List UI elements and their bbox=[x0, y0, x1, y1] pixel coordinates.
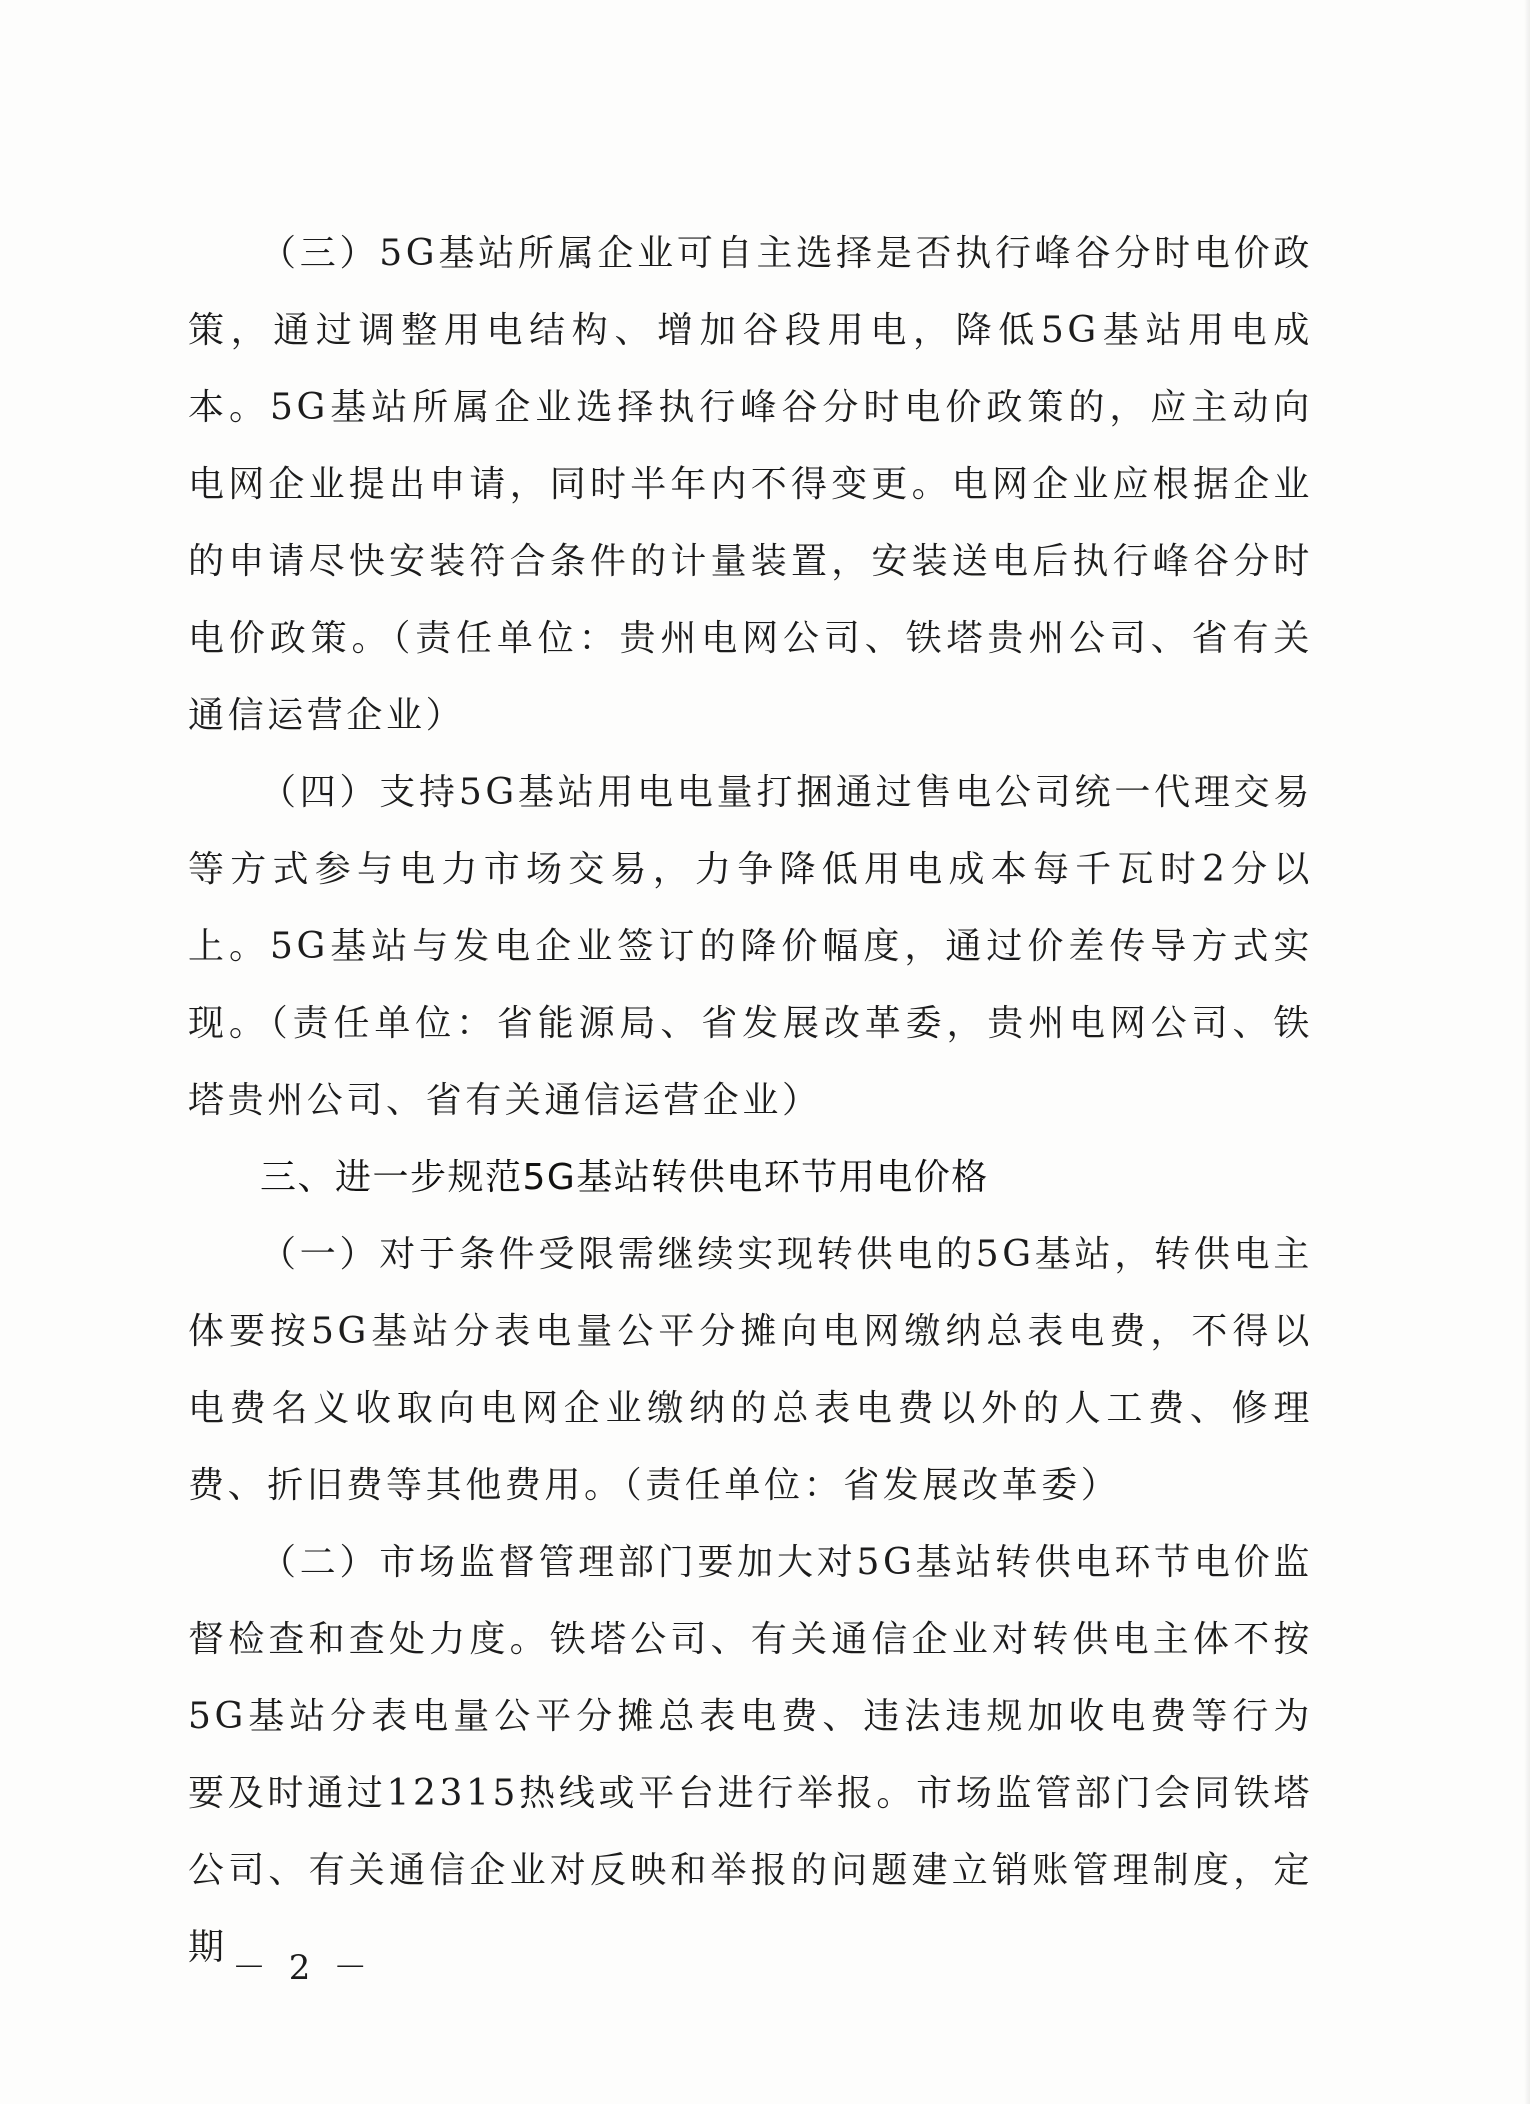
paragraph-section3-2: （二）市场监督管理部门要加大对5G基站转供电环节电价监督检查和查处力度。铁塔公司、有关通信企业对转供电主体不按5G基站分表电量公平分摊总表电费、违法违规加收电费等行为要及时通过12315热线或平台进行举报。市场监管部门会同铁塔公司、有关通信企业对反映和举报的问题建立销账管理制度，定期 bbox=[188, 1542, 1313, 1968]
paragraph-4: （四）支持5G基站用电电量打捆通过售电公司统一代理交易等方式参与电力市场交易，力争降低用电成本每千瓦时2分以上。5G基站与发电企业签订的降价幅度，通过价差传导方式实现。（责任单位：省能源局、省发展改革委，贵州电网公司、铁塔贵州公司、省有关通信运营企业） bbox=[188, 772, 1313, 1121]
paragraph-3: （三）5G基站所属企业可自主选择是否执行峰谷分时电价政策，通过调整用电结构、增加谷段用电，降低5G基站用电成本。5G基站所属企业选择执行峰谷分时电价政策的，应主动向电网企业提出申请，同时半年内不得变更。电网企业应根据企业的申请尽快安装符合条件的计量装置，安装送电后执行峰谷分时电价政策。（责任单位：贵州电网公司、铁塔贵州公司、省有关通信运营企业） bbox=[188, 233, 1313, 736]
document-body bbox=[188, 215, 1313, 1986]
paragraph-section3-1: （一）对于条件受限需继续实现转供电的5G基站，转供电主体要按5G基站分表电量公平分摊向电网缴纳总表电费，不得以电费名义收取向电网企业缴纳的总表电费以外的人工费、修理费、折旧费等其他费用。（责任单位：省发展改革委） bbox=[188, 1234, 1313, 1506]
page-number: － 2 － bbox=[232, 1948, 374, 1988]
scan-edge-shade bbox=[1524, 0, 1530, 2104]
section-heading: 三、进一步规范5G基站转供电环节用电价格 bbox=[260, 1157, 989, 1198]
